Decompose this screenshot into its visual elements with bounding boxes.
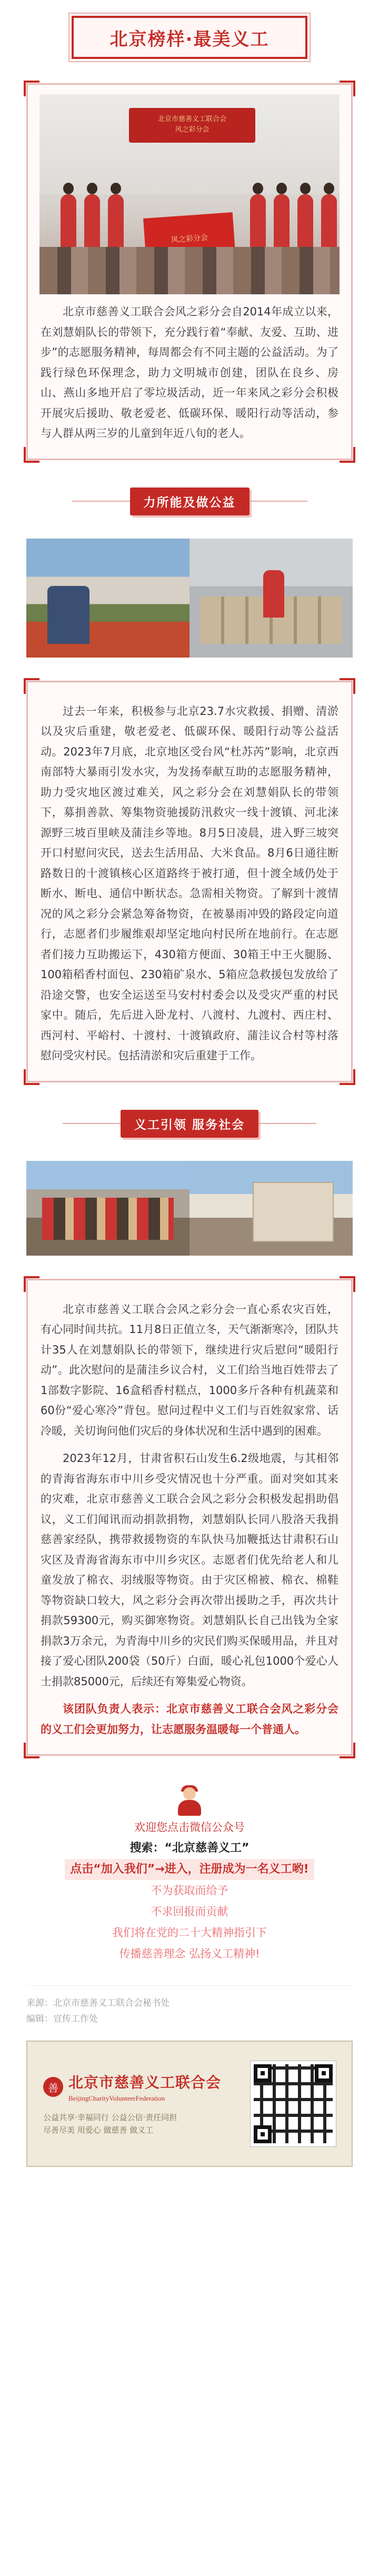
section2-paragraph-2: 2023年12月，甘肃省积石山发生6.2级地震，与其相邻的青海省海东市中川乡受灾情况也十分严重。面对突如其来的灾难，北京市慈善义工联合会风之彩分会积极发起捐助倡议，义工们闻讯而动捐款捐物，刘慧娟队长同八股洛天我捐慈善家经队，携带救援物资的车队快马加鞭抵达甘肃积石山灾区及青海省海东市中川乡灾区。志愿者们优先给老人和儿童发放了棉衣、羽绒服等物资。由于灾区棉被、棉衣、棉鞋等物资缺口较大，风之彩分会再次带出援助之手，再次共计捐款59300元，购买御寒物资。刘慧娟队长自己出钱为全家捐款3万余元，为青海中川乡的灾民们购买保暖用品，并且对接了爱心团队200袋（50斤）白面，暖心礼包1000个爱心人士捐款85000元，后续还有筹集爱心物资。 [41, 1452, 338, 1688]
photo-row-2 [26, 1161, 353, 1256]
motto-line: 不为获取而给予 [151, 1884, 228, 1897]
section1-paragraph: 过去一年来，积极参与北京23.7水灾救援、捐赠、清淤以及灾后重建，敬老爱老、低碳环保、暖阳行动等公益活动。2023年7月底，北京地区受台风“杜苏芮”影响，北京西南部特大暴雨引发水灾，为发扬奉献互助的志愿服务精神，助力受灾地区渡过难关，风之彩分会在刘慧娟队长的带领下，募捐善款、筹集物资驰援防汛救灾一线十渡镇、河北涞源野三坡百里峡及蒲洼乡等地。8月5日凌晨，进入野三坡突开口村慰问灾民，送去生活用品、大米食品。8月6日通往断路数日的十渡镇核心区道路终于被打通，但十渡全域仍处于断水、断电、通信中断状态。急需相关物资。了解到十渡情况的风之彩分会紧急筹备物资，在被暴雨冲毁的路段定向道行，志愿者们步履维艰却坚定地向村民所在地前行。在志愿者们接力互助搬运下，430箱方便面、30箱王中王火腿肠、100箱稻香村面包、230箱矿泉水、5箱应急救援包发放给了沿途交警，也安全运送至马安村村委会以及受灾严重的村民家中。随后，先后进入卧龙村、八渡村、九渡村、西庄村、西河村、平峪村、十渡村、十渡镇政府、蒲洼议合村等村落慰问受灾村民。包括清淤和灾后重建于工作。 [41, 704, 338, 1062]
qr-finder [254, 2125, 272, 2143]
join-instruction[interactable]: 点击“加入我们”→进入，注册成为一名义工哟! [65, 1859, 314, 1880]
photo-row-1 [26, 539, 353, 658]
corner-decoration [340, 1069, 355, 1085]
avatar-vest [178, 1800, 201, 1816]
photo-wall-sign: 北京市慈善义工联合会 风之彩分会 [129, 108, 255, 143]
heading-divider [250, 501, 307, 502]
corner-decoration [340, 81, 355, 96]
heading-divider [63, 1123, 121, 1124]
corner-decoration [24, 678, 39, 694]
search-instruction: 搜索：“北京慈善义工” [129, 1842, 250, 1855]
motto-line: 我们将在党的二十大精神指引下 [112, 1926, 267, 1939]
corner-decoration [340, 678, 355, 694]
volunteer-avatar-icon [174, 1785, 205, 1817]
source-credit: 来源：北京市慈善义工联合会秘书处 [26, 1998, 169, 2008]
avatar-head [183, 1787, 196, 1800]
motto-line: 传播慈善理念 弘扬义工精神! [119, 1947, 260, 1960]
brand-title-group [68, 2071, 221, 2103]
corner-decoration [24, 1069, 39, 1085]
relief-market-photo[interactable] [26, 539, 190, 658]
team-flag: 风之彩分会 [143, 212, 236, 266]
charity-logo-icon: 善 [43, 2077, 63, 2097]
article-credits [26, 1985, 353, 2027]
brand-motto: 公益共享·幸福同行 公益公信·责任同担 尽善尽美 用爱心 做慈善 做义工 [43, 2113, 177, 2135]
section-heading-1 [17, 488, 362, 515]
corner-decoration [24, 447, 39, 463]
section2-closing: 该团队负责人表示：北京市慈善义工联合会风之彩分会的义工们会更加努力，让志愿服务温暖每一个普通人。 [41, 1703, 338, 1736]
winter-relief-photo[interactable] [26, 1161, 190, 1256]
article-page [0, 16, 379, 2576]
intro-section [26, 83, 353, 460]
section-heading-label: 义工引领 服务社会 [121, 1110, 258, 1138]
qr-finder [254, 2064, 272, 2082]
corner-decoration [340, 1743, 355, 1758]
qr-code-icon[interactable] [251, 2061, 336, 2146]
qr-finder [315, 2064, 333, 2082]
brand-header [43, 2071, 251, 2103]
heading-divider [72, 501, 130, 502]
corner-decoration [24, 81, 39, 96]
intro-paragraph: 北京市慈善义工联合会风之彩分会自2014年成立以来，在刘慧娟队长的带领下，充分践行着“奉献、友爱、互助、进步”的志愿服务精神，每周都会有不同主题的公益活动。为了践行绿色环保理念，助力文明城市创建，团队在良乡、房山、燕山多地开启了零垃圾活动，近一年来风之彩分会积极开展灾后援助、敬老爱老、低碳环保、暖阳行动等活动，参与人群从两三岁的儿童到年近八旬的老人。 [41, 305, 338, 440]
supply-loading-photo[interactable] [190, 1161, 353, 1256]
section2-text-box [26, 1279, 353, 1756]
follow-block [17, 1785, 362, 1964]
heading-divider [258, 1123, 316, 1124]
section-heading-2 [17, 1110, 362, 1138]
follow-line: 欢迎您点击微信公众号 [134, 1821, 245, 1834]
corner-decoration [340, 1276, 355, 1292]
section-heading-label: 力所能及做公益 [130, 488, 250, 515]
brand-name: 北京市慈善义工联合会 [68, 2074, 222, 2091]
relief-warehouse-photo[interactable] [190, 539, 353, 658]
corner-decoration [24, 1276, 39, 1292]
section1-text-box [26, 681, 353, 1082]
group-photo[interactable] [39, 94, 340, 294]
brand-name-en: BeijingCharityVolunteerFederation [68, 2094, 165, 2102]
brand-card [26, 2041, 353, 2167]
brand-info [43, 2071, 251, 2136]
donated-goods [39, 247, 340, 294]
section2-paragraph-1: 北京市慈善义工联合会风之彩分会一直心系农灾百姓，有心同时间共抗。11月8日正值立冬，天气渐渐寒冷，团队共计35人在刘慧娟队长的带领下，继续进行灾后慰问“暖阳行动”。此次慰问的是蒲洼乡议合村，义工们给当地百姓带去了1部数字影院、16盒稻香村糕点，1000多斤各种有机蔬菜和60份“爱心寒冷”背包。慰问过程中义工们与百姓叙家常、话冷暖，关切询问他们灾后的身体状况和生活中遇到的困难。 [41, 1302, 338, 1437]
page-title: 北京榜样·最美义工 [72, 16, 307, 59]
motto-line: 不求回报而贡献 [151, 1905, 228, 1918]
corner-decoration [24, 1743, 39, 1758]
editor-credit: 编辑：宣传工作处 [26, 2014, 98, 2024]
corner-decoration [340, 447, 355, 463]
